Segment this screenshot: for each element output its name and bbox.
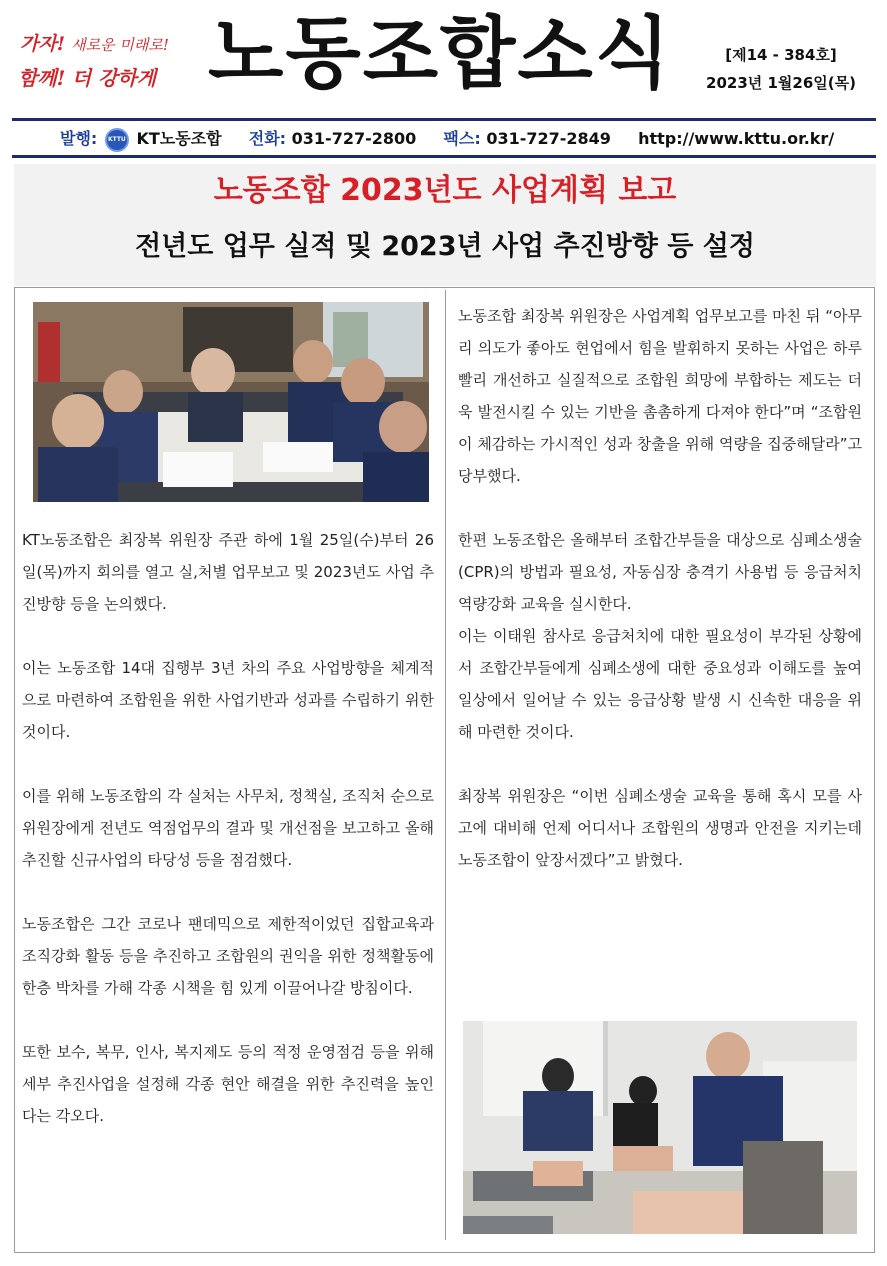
article-headline: 노동조합 2023년도 사업계획 보고 [213, 173, 677, 208]
left-column-text [22, 524, 434, 1164]
fax-number: 031-727-2849 [486, 129, 611, 148]
slogan-stronger: 더 강하게 [71, 66, 157, 90]
fax-label: 팩스: [443, 129, 481, 148]
publisher-name: KT노동조합 [136, 129, 222, 148]
left-paragraph-4: 노동조합은 그간 코로나 팬데믹으로 제한적이었던 집합교육과 조직강화 활동 등을 추진하고 조합원의 권익을 위한 정책활동에 한층 박차를 가해 각종 시책을 힘 있게 이끌어나갈 방침이다. [22, 915, 434, 997]
website-link[interactable]: http://www.kttu.or.kr/ [638, 129, 835, 148]
right-paragraph-3: 이는 이태원 참사로 응급처치에 대한 필요성이 부각된 상황에서 조합간부들에게 심폐소생에 대한 중요성과 이해도를 높여 일상에서 일어날 수 있는 응급상황 발생 시 신속한 대응을 위해 마련한 것이다. [458, 627, 862, 741]
phone-number: 031-727-2800 [291, 129, 417, 148]
top-rule [12, 118, 876, 121]
publication-date: 2023년 1월26일(목) [706, 74, 856, 92]
publisher-label: 발행: [60, 129, 98, 148]
column-divider [445, 290, 446, 1240]
slogan-go: 가자! [20, 33, 66, 55]
right-paragraph-1: 노동조합 최장복 위원장은 사업계획 업무보고를 마친 뒤 “아무리 의도가 좋아도 현업에서 힘을 발휘하지 못하는 사업은 하루빨리 개선하고 실질적으로 조합원 희망에 부합하는 제도는 더욱 발전시킬 수 있는 기반을 촘촘하게 다져야 한다”며 “조합원이 체감하는 가시적인 성과 창출을 위해 역량을 집중해달라”고 당부했다. [458, 307, 862, 485]
right-paragraph-4: 최장복 위원장은 “이번 심폐소생술 교육을 통해 혹시 모를 사고에 대비해 언제 어디서나 조합원의 생명과 안전을 지키는데 노동조합이 앞장서겠다”고 밝혔다. [458, 787, 862, 869]
slogan-future: 새로운 미래로! [71, 36, 169, 54]
left-paragraph-5: 또한 보수, 복무, 인사, 복지제도 등의 적정 운영점검 등을 위해 세부 추진사업을 설정해 각종 현안 해결을 위한 추진력을 높인다는 각오다. [22, 1043, 434, 1125]
left-paragraph-1: KT노동조합은 최장복 위원장 주관 하에 1월 25일(수)부터 26일(목)까지 회의를 열고 실,처별 업무보고 및 2023년도 사업 추진방향 등을 논의했다. [22, 531, 434, 613]
newsletter-title: 노동조합소식 [208, 9, 673, 99]
right-column-text [458, 300, 862, 908]
publisher-bar [60, 126, 834, 150]
right-paragraph-2: 한편 노동조합은 올해부터 조합간부들을 대상으로 심폐소생술(CPR)의 방법과 필요성, 자동심장 충격기 사용법 등 응급처치 역량강화 교육을 실시한다. [458, 531, 862, 613]
left-paragraph-2: 이는 노동조합 14대 집행부 3년 차의 주요 사업방향을 체계적으로 마련하여 조합원을 위한 사업기반과 성과를 수립하기 위한 것이다. [22, 659, 434, 741]
slogan-together: 함께! [18, 66, 66, 90]
slogan-line-1 [20, 32, 169, 57]
article-subheadline: 전년도 업무 실적 및 2023년 사업 추진방향 등 설정 [135, 231, 755, 262]
bottom-rule [12, 155, 876, 158]
cpr-training-photo [463, 1021, 857, 1234]
slogan-line-2 [18, 66, 156, 90]
left-paragraph-3: 이를 위해 노동조합의 각 실처는 사무처, 정책실, 조직처 순으로 위원장에게 전년도 역점업무의 결과 및 개선점을 보고하고 올해 추진할 신규사업의 타당성 등을 점검했다. [22, 787, 434, 869]
meeting-photo [33, 302, 429, 502]
phone-label: 전화: [248, 129, 287, 148]
issue-number: [제14 - 384호] [725, 46, 837, 64]
kttu-logo-icon: KTTU [107, 130, 127, 150]
